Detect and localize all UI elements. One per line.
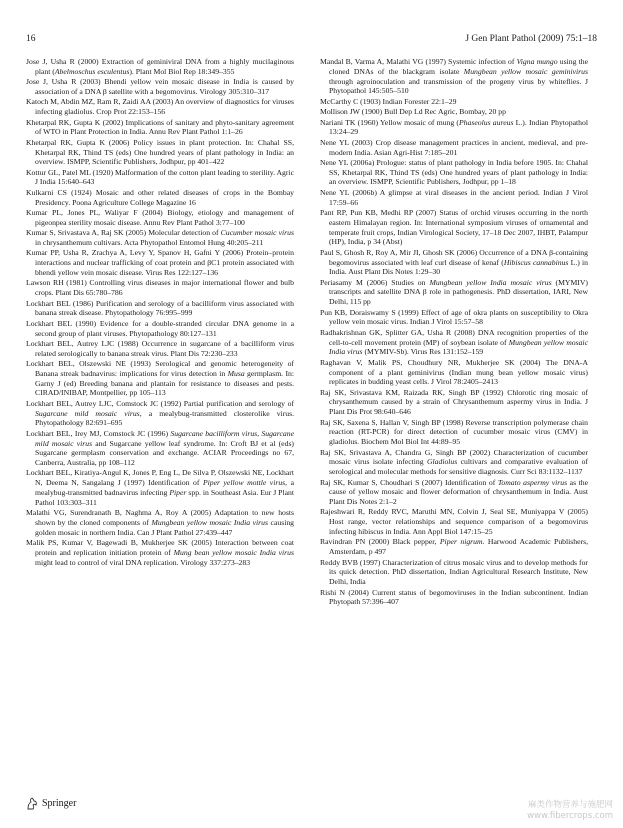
- reference-text: spp. in Southeast Asia. Eur J Plant Pathol 103:303–311: [35, 487, 294, 507]
- reference-text: cultivars and comparative evaluation of serological and molecular methods for sensitive diagnosis. Curr Sci 83:1132–1137: [329, 457, 588, 477]
- reference-text: Paul S, Ghosh R, Roy A, Mir JI, Ghosh SK (2006) Occurrence of a DNA β-containing begomovirus associated with leaf curl disease of kenaf (: [320, 247, 588, 267]
- reference-italic-text: Mungbean yellow mosaic India virus: [329, 337, 588, 357]
- reference-entry: [26, 97, 294, 117]
- reference-entry: [26, 468, 294, 507]
- reference-text: Lockhart BEL (1986) Purification and serology of a bacilliform virus associated with banana streak disease. Phytopathology 76:995–999: [26, 298, 294, 318]
- reference-entry: [26, 77, 294, 97]
- reference-text: Reddy BVB (1997) Characterization of citrus mosaic virus and to develop methods for its quick detection. PhD dissertation, Indian Agricultural Research Institute, New Delhi, India: [320, 557, 588, 587]
- reference-entry: [320, 328, 588, 357]
- reference-text: , a mealybug-transmitted closterolike virus. Phytopathology 82:691–695: [35, 408, 294, 428]
- reference-text: Mandal B, Varma A, Malathi VG (1997) Systemic infection of: [320, 57, 517, 66]
- reference-text: Lockhart BEL, Autrey LJC, Comstock JC (1992) Partial purification and serology of: [26, 398, 294, 408]
- reference-entry: [320, 118, 588, 138]
- reference-text: Jose J, Usha R (2000) Extraction of geminiviral DNA from a highly mucilaginous plant (: [26, 57, 294, 76]
- reference-entry: [320, 358, 588, 387]
- reference-text: Rishi N (2004) Current status of begomoviruses in the Indian subcontinent. Indian Phytopath 57:396–407: [320, 587, 588, 607]
- reference-text: Malik PS, Kumar V, Bagewadi B, Mukherjee SK (2005) Interaction between coat protein and replication initiation protein of: [26, 538, 294, 557]
- reference-text: Lawson RH (1981) Controlling virus diseases in major international flower and bulb crops. Plant Dis 65:780–786: [26, 278, 294, 298]
- reference-text: through agroinoculation and transmission of the progeny virus by whiteflies. J Phytopathol 145:505–510: [329, 76, 588, 96]
- reference-text: McCarthy C (1903) Indian Forester 22:1–29: [320, 96, 457, 106]
- reference-text: Lockhart BEL, Irey MJ, Comstock JC (1996): [26, 428, 171, 438]
- reference-entry: [320, 138, 588, 158]
- running-header: J Gen Plant Pathol (2009) 75:1–18: [465, 34, 597, 44]
- references-left-column: [26, 57, 294, 568]
- reference-entry: [26, 278, 294, 298]
- reference-entry: [26, 248, 294, 277]
- springer-horse-icon: [26, 797, 38, 810]
- reference-text: Kumar S, Srivastava A, Raj SK (2005) Molecular detection of: [26, 228, 221, 238]
- publisher-name: Springer: [42, 798, 77, 809]
- reference-italic-text: Mung bean yellow mosaic India virus: [173, 547, 295, 557]
- reference-italic-text: Mungbean yellow mosaic geminivirus: [463, 66, 588, 76]
- reference-entry: [26, 359, 294, 398]
- reference-entry: [26, 228, 294, 248]
- reference-text: Harwood Academic Publishers, Amsterdam, p 497: [329, 537, 589, 557]
- watermark-line-2: www.fibercrops.com: [527, 811, 613, 821]
- reference-text: Khetarpal RK, Gupta K (2006) Policy issues in plant protection. In: Chahal SS, Khetarpal RK, Thind TS (eds) One hundred years of plant pathology in India: an overview. ISMPP, Scientific Publishers, Jodhpur, pp 401–422: [26, 137, 294, 167]
- reference-text: Pun KB, Doraiswamy S (1999) Effect of age of okra plants on susceptibility to Okra yellow vein mosaic virus. Indian J Virol 15:57–58: [320, 307, 588, 327]
- reference-italic-text: Piper yellow mottle virus: [202, 478, 286, 488]
- reference-entry: [320, 248, 588, 277]
- reference-text: might lead to control of viral DNA replication. Virology 337:273–283: [35, 557, 251, 567]
- reference-italic-text: Abelmoschus esculentus: [54, 66, 130, 76]
- reference-text: Raj SK, Srivastava A, Chandra G, Singh BP (2002) Characterization of cucumber mosaic virus isolate infecting: [320, 447, 588, 467]
- reference-entry: [320, 418, 588, 447]
- reference-text: Ravindran PN (2000) Black pepper,: [320, 537, 440, 547]
- references-right-column: [320, 57, 588, 608]
- reference-text: causing golden mosaic in northern India. Can J Plant Pathol 27:439–447: [35, 517, 295, 537]
- reference-text: Raj SK, Kumar S, Choudhari S (2007) Identification of: [320, 477, 498, 487]
- watermark-line-1: 麻类作物营养与施肥网: [527, 800, 613, 810]
- reference-text: (MYMIV-Sb). Virus Res 131:152–159: [362, 347, 484, 357]
- page-number: 16: [26, 34, 36, 44]
- reference-italic-text: Sugarcane mild mosaic virus: [35, 408, 140, 418]
- reference-text: Nene YL (2006a) Prologue: status of plant pathology in India before 1905. In: Chahal SS, Khetarpal RK, Thind TS (eds) One hundred years of plant pathology in India: an overview. ISMPP, Scientific Publishers, Jodhpur, pp 1–18: [320, 157, 588, 187]
- reference-entry: [320, 188, 588, 208]
- reference-text: and Sugarcane yellow leaf syndrome. In: Croft BJ et al (eds) Sugarcane germplasm conservation and exchange. ACIAR Proceedings no 67, Canberra, Australia, pp 108–112: [35, 438, 294, 467]
- reference-entry: [320, 107, 588, 117]
- reference-entry: [320, 588, 588, 608]
- reference-text: Kulkarni CS (1924) Mosaic and other related diseases of crops in the Bombay Presidency. Poona Agriculture College Magazine 16: [26, 187, 294, 207]
- reference-entry: [320, 97, 588, 107]
- reference-entry: [26, 118, 294, 138]
- reference-entry: [320, 478, 588, 507]
- reference-text: Lockhart BEL, Olszewski NE (1993) Serological and genomic heterogeneity of Banana streak badnavirus: implications for virus detection in: [26, 359, 294, 378]
- reference-entry: [320, 308, 588, 328]
- reference-entry: [26, 399, 294, 428]
- reference-entry: [320, 448, 588, 477]
- reference-italic-text: Gladiolus: [426, 457, 458, 467]
- watermark: [527, 800, 613, 822]
- reference-entry: [26, 339, 294, 359]
- reference-entry: [26, 319, 294, 339]
- reference-entry: [320, 278, 588, 307]
- reference-text: Kottur GL, Patel ML (1920) Malformation of the cotton plant leading to sterility. Agric J India 15:640–643: [26, 167, 295, 187]
- reference-italic-text: Piper: [169, 487, 187, 497]
- reference-text: germplasm. In: Garny J (ed) Breeding banana and plantain for resistance to diseases and pests. CIRAD/INIBAP, Montpellier, pp 105–113: [35, 368, 294, 398]
- reference-text: using the cloned DNAs of the blackgram isolate: [329, 57, 588, 76]
- reference-entry: [26, 168, 294, 188]
- reference-text: Periasamy M (2006) Studies on: [320, 277, 430, 287]
- reference-text: Nene YL (2003) Crop disease management practices in ancient, medieval, and pre-modern India. Asian Agri-Hist 7:185–201: [320, 137, 588, 157]
- reference-text: Kumar PL, Jones PL, Waliyar F (2004) Biology, etiology and management of pigeonpea sterility mosaic disease. Annu Rev Plant Pathol 3:77–100: [26, 208, 294, 227]
- footer: [26, 797, 76, 810]
- reference-italic-text: Piper nigrum.: [439, 537, 485, 547]
- reference-italic-text: Vigna mungo: [516, 57, 558, 66]
- reference-text: (MYMIV) transcripts and satellite DNA β role in pathogenesis. PhD dissertation, IARI, New Delhi, 115 pp: [329, 277, 588, 307]
- reference-text: Raj SK, Srivastava KM, Raizada RK, Singh BP (1992) Chlorotic ring mosaic of chrysanthemum caused by a strain of Chrysanthemum aspermy virus in India. J Plant Dis Prot 98:640–646: [320, 387, 588, 417]
- reference-text: Radhakrishnan GK, Splitter GA, Usha R (2008) DNA recognition properties of the cell-to-cell movement protein (MP) of soybean isolate of: [320, 327, 588, 347]
- reference-italic-text: Tomato aspermy virus: [497, 477, 568, 487]
- reference-italic-text: Phaseolus aureus: [458, 117, 514, 127]
- reference-text: Jose J, Usha R (2003) Bhendi yellow vein mosaic disease in India is caused by association of a DNA β satellite with a begomovirus. Virology 305:310–317: [26, 77, 294, 96]
- reference-text: Lockhart BEL (1990) Evidence for a double-stranded circular DNA genome in a second group of plant viruses. Phytopathology 80:127–131: [26, 318, 294, 338]
- reference-text: Khetarpal RK, Gupta K (2002) Implications of sanitary and phyto-sanitary agreement of WTO in Plant Protection in India. Annu Rev Plant Pathol 1:1–26: [26, 117, 294, 137]
- reference-entry: [320, 208, 588, 247]
- reference-entry: [320, 388, 588, 417]
- reference-text: , a mealybug-transmitted badnavirus infecting: [35, 478, 294, 497]
- reference-italic-text: Mungbean yellow India mosaic virus: [429, 277, 552, 287]
- reference-text: as the cause of yellow mosaic and flower deformation of chrysanthemum in India. Aust Plant Dis Notes 2:1–2: [329, 477, 588, 506]
- reference-entry: [320, 158, 588, 187]
- reference-entry: [320, 537, 588, 557]
- reference-text: Kumar PP, Usha R, Zrachya A, Levy Y, Spanov H, Gafni Y (2006) Protein–protein interactions and nuclear trafficking of coat protein and βC1 protein associated with bhendi yellow vein mosaic disease. Virus Res 122:127–136: [26, 248, 294, 277]
- reference-italic-text: Sugarcane bacilliform virus, Sugarcane mild mosaic virus: [35, 428, 294, 448]
- reference-text: L.). Indian Phytopathol 13:24–29: [329, 117, 588, 137]
- reference-italic-text: Cucumber mosaic virus: [220, 228, 294, 238]
- reference-entry: [320, 57, 588, 96]
- reference-text: Nariani TK (1960) Yellow mosaic of mung (: [320, 117, 459, 127]
- reference-text: L.) in India. Aust Plant Dis Notes 1:29–30: [329, 257, 588, 277]
- reference-entry: [26, 508, 294, 537]
- reference-entry: [320, 558, 588, 587]
- reference-text: Raj SK, Saxena S, Hallan V, Singh BP (1998) Reverse transcription polymerase chain reaction (RT-PCR) for direct detection of cucumber mosaic virus (CMV) in gladiolus. Biochem Mol Biol Int 44:89–95: [320, 417, 588, 447]
- reference-text: Malathi VG, Surendranath B, Naghma A, Roy A (2005) Adaptation to new hosts shown by the cloned components of: [26, 508, 294, 527]
- reference-text: Nene YL (2006b) A glimpse at viral diseases in the ancient period. Indian J Virol 17:59–66: [320, 187, 588, 207]
- reference-text: Lockhart BEL, Kiratiya-Angul K, Jones P, Eng L, De Silva P, Olszewski NE, Lockhart N, Deema N, Sangalang J (1997) Identification of: [26, 468, 294, 488]
- reference-entry: [26, 538, 294, 567]
- reference-italic-text: Musa: [227, 368, 245, 378]
- reference-entry: [26, 188, 294, 208]
- reference-italic-text: Hibiscus cannabinus: [503, 257, 569, 267]
- reference-entry: [26, 208, 294, 228]
- reference-text: Mollison JW (1900) Bull Dep Ld Rec Agric, Bombay, 20 pp: [320, 107, 506, 117]
- reference-text: Katoch M, Abdin MZ, Ram R, Zaidi AA (2003) An overview of diagnostics for viruses infecting gladiolus. Crop Prot 22:153–156: [26, 97, 294, 117]
- reference-entry: [26, 57, 294, 77]
- reference-text: Raghavan V, Malik PS, Choudhury NR, Mukherjee SK (2004) The DNA-A component of a plant geminivirus (Indian mung bean yellow mosaic virus) replicates in budding yeast cells. J Virol 78:2405–2413: [320, 357, 588, 387]
- reference-entry: [26, 138, 294, 167]
- reference-italic-text: Mungbean yellow mosaic India virus: [151, 517, 268, 527]
- reference-text: Lockhart BEL, Autrey LJC (1988) Occurrence in sugarcane of a bacilliform virus related serologically to banana streak virus. Plant Dis 72:230–233: [26, 338, 294, 358]
- reference-text: Rajeshwari R, Reddy RVC, Maruthi MN, Colvin J, Seal SE, Muniyappa V (2005) Host range, vector relationships and sequence comparison of a begomovirus infecting hibiscus in India. Ann Appl Biol 147:15–25: [320, 507, 588, 536]
- reference-entry: [26, 429, 294, 468]
- reference-text: ). Plant Mol Biol Rep 18:349–355: [129, 66, 235, 76]
- reference-entry: [26, 299, 294, 319]
- reference-text: in chrysanthemum cultivars. Acta Phytopathol Entomol Hung 40:205–211: [35, 238, 264, 247]
- reference-text: Pant RP, Pun KB, Medhi RP (2007) Status of orchid viruses occurring in the north eastern Himalayan region. In: International symposium viruses of ornamental and temperate fruit crops, Indian Virological Society, 17–18 Dec 2007, IHBT, Palampur (HP), India, p 34 (Abst): [320, 208, 588, 247]
- reference-entry: [320, 507, 588, 536]
